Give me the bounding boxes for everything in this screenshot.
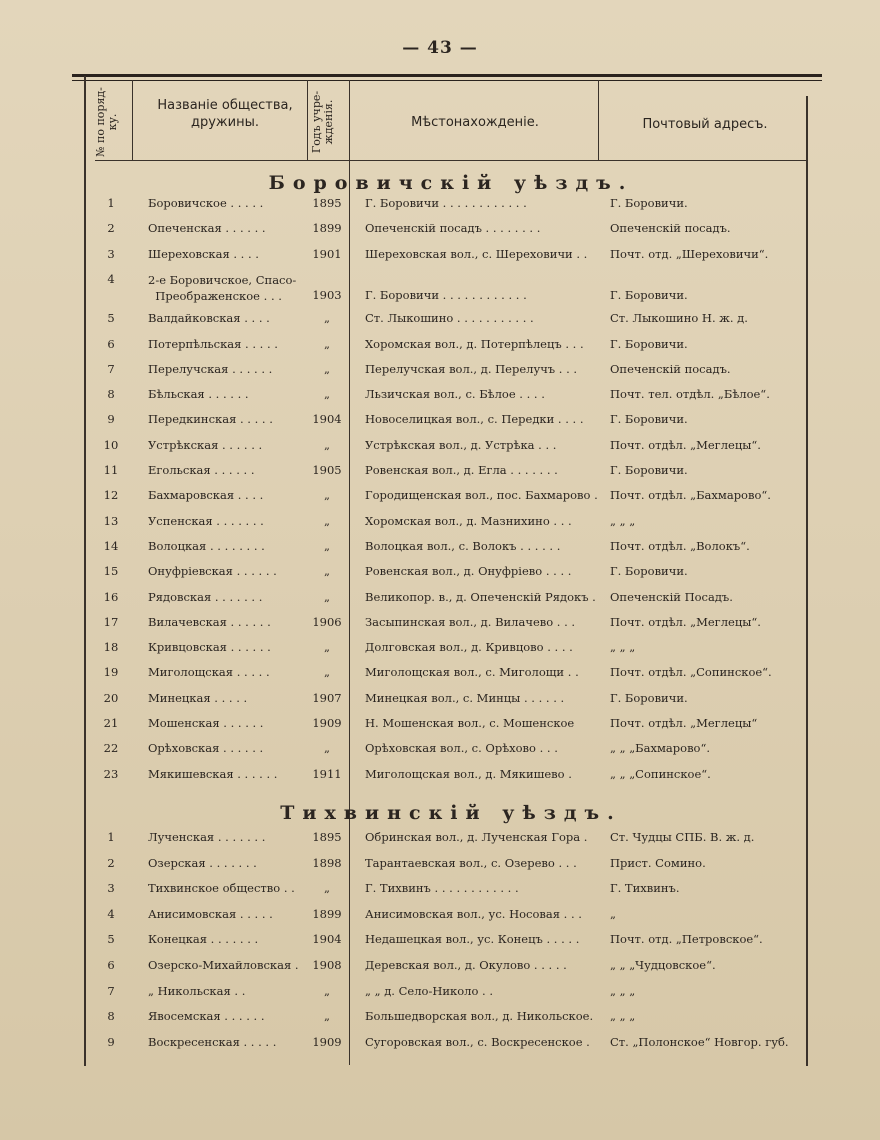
society-name: Тихвинское общество . . <box>148 881 295 896</box>
row-number: 19 <box>103 665 119 680</box>
postal-address: Почт. отдѣл. „Меглецы“. <box>610 614 761 629</box>
founding-year: 1895 <box>312 196 342 210</box>
row-number: 8 <box>107 1009 115 1024</box>
society-name: Мякишевская . . . . . . <box>148 766 278 781</box>
location: Ровенская вол., д. Егла . . . . . . . <box>365 463 558 477</box>
location: Ст. Лыкошино . . . . . . . . . . . <box>365 311 534 326</box>
postal-address: Опеченскій посадъ. <box>610 221 731 236</box>
society-name: Минецкая . . . . . <box>148 690 248 705</box>
society-name: Онуфріевская . . . . . . <box>148 564 277 579</box>
postal-address: Прист. Сомино. <box>610 855 706 870</box>
table-row <box>95 221 807 246</box>
row-number: 9 <box>107 1034 115 1049</box>
postal-address: Г. Боровичи. <box>610 196 688 210</box>
row-number: 17 <box>103 614 119 629</box>
header-location: Мѣстонахожденіе. <box>411 115 539 130</box>
founding-year: 1911 <box>312 766 342 781</box>
founding-year: 1906 <box>312 614 342 629</box>
location: Деревская вол., д. Окулово . . . . . <box>365 958 567 972</box>
postal-address: Почт. отд. „Петровское“. <box>610 932 763 947</box>
postal-address: „ „ „Чудцовское“. <box>610 958 716 972</box>
row-number: 3 <box>107 246 115 261</box>
postal-address: Ст. Лыкошино Н. ж. д. <box>610 311 748 326</box>
row-number: 7 <box>107 361 115 376</box>
table-row <box>95 463 807 488</box>
location: Шереховская вол., с. Шереховичи . . <box>365 246 588 261</box>
location: Волоцкая вол., с. Волокъ . . . . . . <box>365 538 561 553</box>
founding-year: „ <box>324 311 330 326</box>
founding-year: „ <box>324 589 330 604</box>
row-number: 6 <box>107 958 115 972</box>
row-number: 1 <box>107 196 115 210</box>
founding-year: 1905 <box>312 463 342 477</box>
postal-address: Ст. „Полонское“ Новгор. губ. <box>610 1034 789 1049</box>
postal-address: Почт. отдѣл. „Меглецы“. <box>610 437 761 452</box>
postal-address: Почт. отдѣл. „Бахмарово“. <box>610 488 771 503</box>
table-row <box>95 311 807 336</box>
location: Недашецкая вол., ус. Конецъ . . . . . <box>365 932 580 947</box>
postal-address: Г. Боровичи. <box>610 412 688 427</box>
founding-year: „ <box>324 387 330 402</box>
table-row <box>95 514 807 539</box>
founding-year: 1909 <box>312 1034 342 1049</box>
row-number: 6 <box>107 336 115 351</box>
row-number: 7 <box>107 983 115 998</box>
postal-address: „ <box>610 906 616 921</box>
society-name: Явосемская . . . . . . <box>148 1009 265 1024</box>
header-year: Годъ учре- жденія. <box>310 90 335 154</box>
society-name: Озерско-Михайловская . <box>148 958 299 972</box>
table-row <box>95 337 807 362</box>
table-row <box>95 958 807 983</box>
postal-address: Опеченскій посадъ. <box>610 361 731 376</box>
location: Хоромская вол., д. Мазнихино . . . <box>365 513 572 528</box>
location: Опеченскій посадъ . . . . . . . . <box>365 221 541 236</box>
founding-year: „ <box>324 437 330 452</box>
postal-address: Почт. отд. „Шереховичи“. <box>610 246 769 261</box>
founding-year: 1904 <box>312 932 342 947</box>
table-row <box>95 615 807 640</box>
table-row <box>95 932 807 957</box>
row-number: 18 <box>103 640 119 655</box>
society-name: Конецкая . . . . . . . <box>148 932 259 947</box>
society-name: Вилачевская . . . . . . <box>148 614 271 629</box>
founding-year: 1895 <box>312 830 342 844</box>
section-title: Боровичскій уѣздъ. <box>268 172 634 194</box>
header-num: № по поряд- ку. <box>94 87 119 157</box>
society-name: Егольская . . . . . . <box>148 463 255 477</box>
table-row <box>95 539 807 564</box>
location: Перелучская вол., д. Перелучъ . . . <box>365 361 578 376</box>
society-name: Кривцовская . . . . . . <box>148 640 271 655</box>
society-name: Озерская . . . . . . . <box>148 855 257 870</box>
table-row <box>95 741 807 766</box>
location: Хоромская вол., д. Потерпѣлецъ . . . <box>365 336 584 351</box>
location: Миголощская вол., д. Мякишево . <box>365 766 572 781</box>
society-name: Рядовская . . . . . . . <box>148 589 263 604</box>
postal-address: Г. Боровичи. <box>610 690 688 705</box>
row-number: 14 <box>103 538 119 553</box>
table-row <box>95 438 807 463</box>
postal-address: „ „ „ <box>610 513 636 528</box>
row-number: 16 <box>103 589 119 604</box>
society-name: 2-е Боровичское, Спасо- Преображенское . . . <box>148 272 297 303</box>
table-row <box>95 691 807 716</box>
society-name: Лученская . . . . . . . <box>148 830 266 844</box>
table-row <box>95 412 807 437</box>
society-name: Воскресенская . . . . . <box>148 1034 277 1049</box>
table-row <box>95 590 807 615</box>
header-name: Названіе общества, дружины. <box>157 98 293 130</box>
postal-address: Ст. Чудцы СПБ. В. ж. д. <box>610 830 755 844</box>
society-name: Опеченская . . . . . . <box>148 221 266 236</box>
founding-year: „ <box>324 336 330 351</box>
founding-year: 1908 <box>312 958 342 972</box>
table-row <box>95 856 807 881</box>
row-number: 1 <box>107 830 115 844</box>
row-number: 5 <box>107 932 115 947</box>
founding-year: 1898 <box>312 855 342 870</box>
table-row <box>95 1009 807 1034</box>
table-row <box>95 767 807 792</box>
page-number: — 43 — <box>402 38 478 58</box>
table-row <box>95 907 807 932</box>
postal-address: Почт. отдѣл. „Меглецы“ <box>610 716 758 730</box>
col-line-name <box>307 80 308 160</box>
table-row <box>95 716 807 741</box>
founding-year: „ <box>324 488 330 503</box>
society-name: Шереховская . . . . <box>148 246 259 261</box>
founding-year: 1901 <box>312 246 342 261</box>
table-row <box>95 387 807 412</box>
table-row <box>95 665 807 690</box>
top-rule <box>72 74 822 77</box>
postal-address: Опеченскій Посадъ. <box>610 589 733 604</box>
location: Большедворская вол., д. Никольское. <box>365 1009 594 1024</box>
row-number: 13 <box>103 513 119 528</box>
founding-year: 1903 <box>312 287 342 302</box>
location: Тарантаевская вол., с. Озерево . . . <box>365 855 577 870</box>
location: Великопор. в., д. Опеченскій Рядокъ . <box>365 589 596 604</box>
table-row <box>95 247 807 272</box>
row-number: 23 <box>103 766 119 781</box>
location: Новоселицкая вол., с. Передки . . . . <box>365 412 584 427</box>
row-number: 3 <box>107 881 115 896</box>
postal-address: „ „ „ <box>610 640 636 655</box>
founding-year: 1904 <box>312 412 342 427</box>
location: Льзичская вол., с. Бѣлое . . . . <box>365 387 545 402</box>
row-number: 21 <box>103 716 119 730</box>
table-row <box>95 881 807 906</box>
founding-year: „ <box>324 881 330 896</box>
row-number: 10 <box>103 437 119 452</box>
table-row <box>95 640 807 665</box>
society-name: Мошенская . . . . . . <box>148 716 264 730</box>
society-name: Успенская . . . . . . . <box>148 513 264 528</box>
founding-year: „ <box>324 513 330 528</box>
postal-address: Почт. тел. отдѣл. „Бѣлое“. <box>610 387 770 402</box>
founding-year: „ <box>324 564 330 579</box>
location: Устрѣкская вол., д. Устрѣка . . . <box>365 437 557 452</box>
row-number: 9 <box>107 412 115 427</box>
location: Ровенская вол., д. Онуфріево . . . . <box>365 564 572 579</box>
founding-year: 1899 <box>312 906 342 921</box>
location: Н. Мошенская вол., с. Мошенское <box>365 716 575 730</box>
founding-year: „ <box>324 983 330 998</box>
location: Г. Тихвинъ . . . . . . . . . . . . <box>365 881 519 896</box>
founding-year: 1899 <box>312 221 342 236</box>
location: „ „ д. Село-Николо . . <box>365 983 493 998</box>
table-row <box>95 830 807 855</box>
row-number: 15 <box>103 564 119 579</box>
table-row <box>95 1035 807 1060</box>
founding-year: 1907 <box>312 690 342 705</box>
postal-address: Г. Боровичи. <box>610 463 688 477</box>
row-number: 2 <box>107 855 115 870</box>
location: Засыпинская вол., д. Вилачево . . . <box>365 614 576 629</box>
society-name: Потерпѣльская . . . . . <box>148 336 278 351</box>
founding-year: „ <box>324 361 330 376</box>
founding-year: „ <box>324 665 330 680</box>
col-line-num <box>132 80 133 160</box>
section-title: Тихвинскій уѣздъ. <box>280 802 622 824</box>
location: Минецкая вол., с. Минцы . . . . . . <box>365 690 565 705</box>
society-name: Боровичское . . . . . <box>148 196 264 210</box>
table-row <box>95 984 807 1009</box>
founding-year: „ <box>324 640 330 655</box>
society-name: Устрѣкская . . . . . . <box>148 437 263 452</box>
founding-year: „ <box>324 741 330 756</box>
society-name: Миголощская . . . . . <box>148 665 270 680</box>
society-name: Орѣховская . . . . . . <box>148 741 264 756</box>
top-rule-thin <box>72 80 822 81</box>
row-number: 4 <box>107 271 115 286</box>
location: Обринская вол., д. Лученская Гора . <box>365 830 588 844</box>
location: Анисимовская вол., ус. Носовая . . . <box>365 906 582 921</box>
postal-address: Почт. отдѣл. „Сопинское“. <box>610 665 772 680</box>
left-border <box>84 76 86 1066</box>
row-number: 2 <box>107 221 115 236</box>
postal-address: „ „ „ <box>610 983 636 998</box>
location: Долговская вол., д. Кривцово . . . . <box>365 640 573 655</box>
founding-year: „ <box>324 538 330 553</box>
society-name: Перелучская . . . . . . <box>148 361 273 376</box>
row-number: 5 <box>107 311 115 326</box>
table-row <box>95 272 807 310</box>
society-name: Передкинская . . . . . <box>148 412 273 427</box>
postal-address: Г. Тихвинъ. <box>610 881 680 896</box>
postal-address: Г. Боровичи. <box>610 287 688 302</box>
location: Городищенская вол., пос. Бахмарово . <box>365 488 598 503</box>
location: Орѣховская вол., с. Орѣхово . . . <box>365 741 558 756</box>
col-line-location <box>598 80 599 160</box>
header-rule <box>95 160 807 161</box>
society-name: Бахмаровская . . . . <box>148 488 264 503</box>
table-row <box>95 196 807 221</box>
postal-address: Г. Боровичи. <box>610 336 688 351</box>
postal-address: „ „ „ <box>610 1009 636 1024</box>
row-number: 4 <box>107 906 115 921</box>
row-number: 11 <box>103 463 119 477</box>
row-number: 20 <box>103 690 119 705</box>
postal-address: Г. Боровичи. <box>610 564 688 579</box>
founding-year: „ <box>324 1009 330 1024</box>
row-number: 8 <box>107 387 115 402</box>
header-address: Почтовый адресъ. <box>642 117 768 132</box>
society-name: „ Никольская . . <box>148 983 246 998</box>
row-number: 12 <box>103 488 119 503</box>
society-name: Волоцкая . . . . . . . . <box>148 538 265 553</box>
society-name: Валдайковская . . . . <box>148 311 270 326</box>
location: Сугоровская вол., с. Воскресенское . <box>365 1034 590 1049</box>
row-number: 22 <box>103 741 119 756</box>
location: Миголощская вол., с. Миголощи . . <box>365 665 579 680</box>
founding-year: 1909 <box>312 716 342 730</box>
table-row <box>95 362 807 387</box>
society-name: Бѣльская . . . . . . <box>148 387 249 402</box>
postal-address: „ „ „Бахмарово“. <box>610 741 710 756</box>
postal-address: Почт. отдѣл. „Волокъ“. <box>610 538 750 553</box>
society-name: Анисимовская . . . . . <box>148 906 273 921</box>
table-row <box>95 564 807 589</box>
location: Г. Боровичи . . . . . . . . . . . . <box>365 287 527 302</box>
table-row <box>95 488 807 513</box>
location: Г. Боровичи . . . . . . . . . . . . <box>365 196 527 210</box>
postal-address: „ „ „Сопинское“. <box>610 766 711 781</box>
